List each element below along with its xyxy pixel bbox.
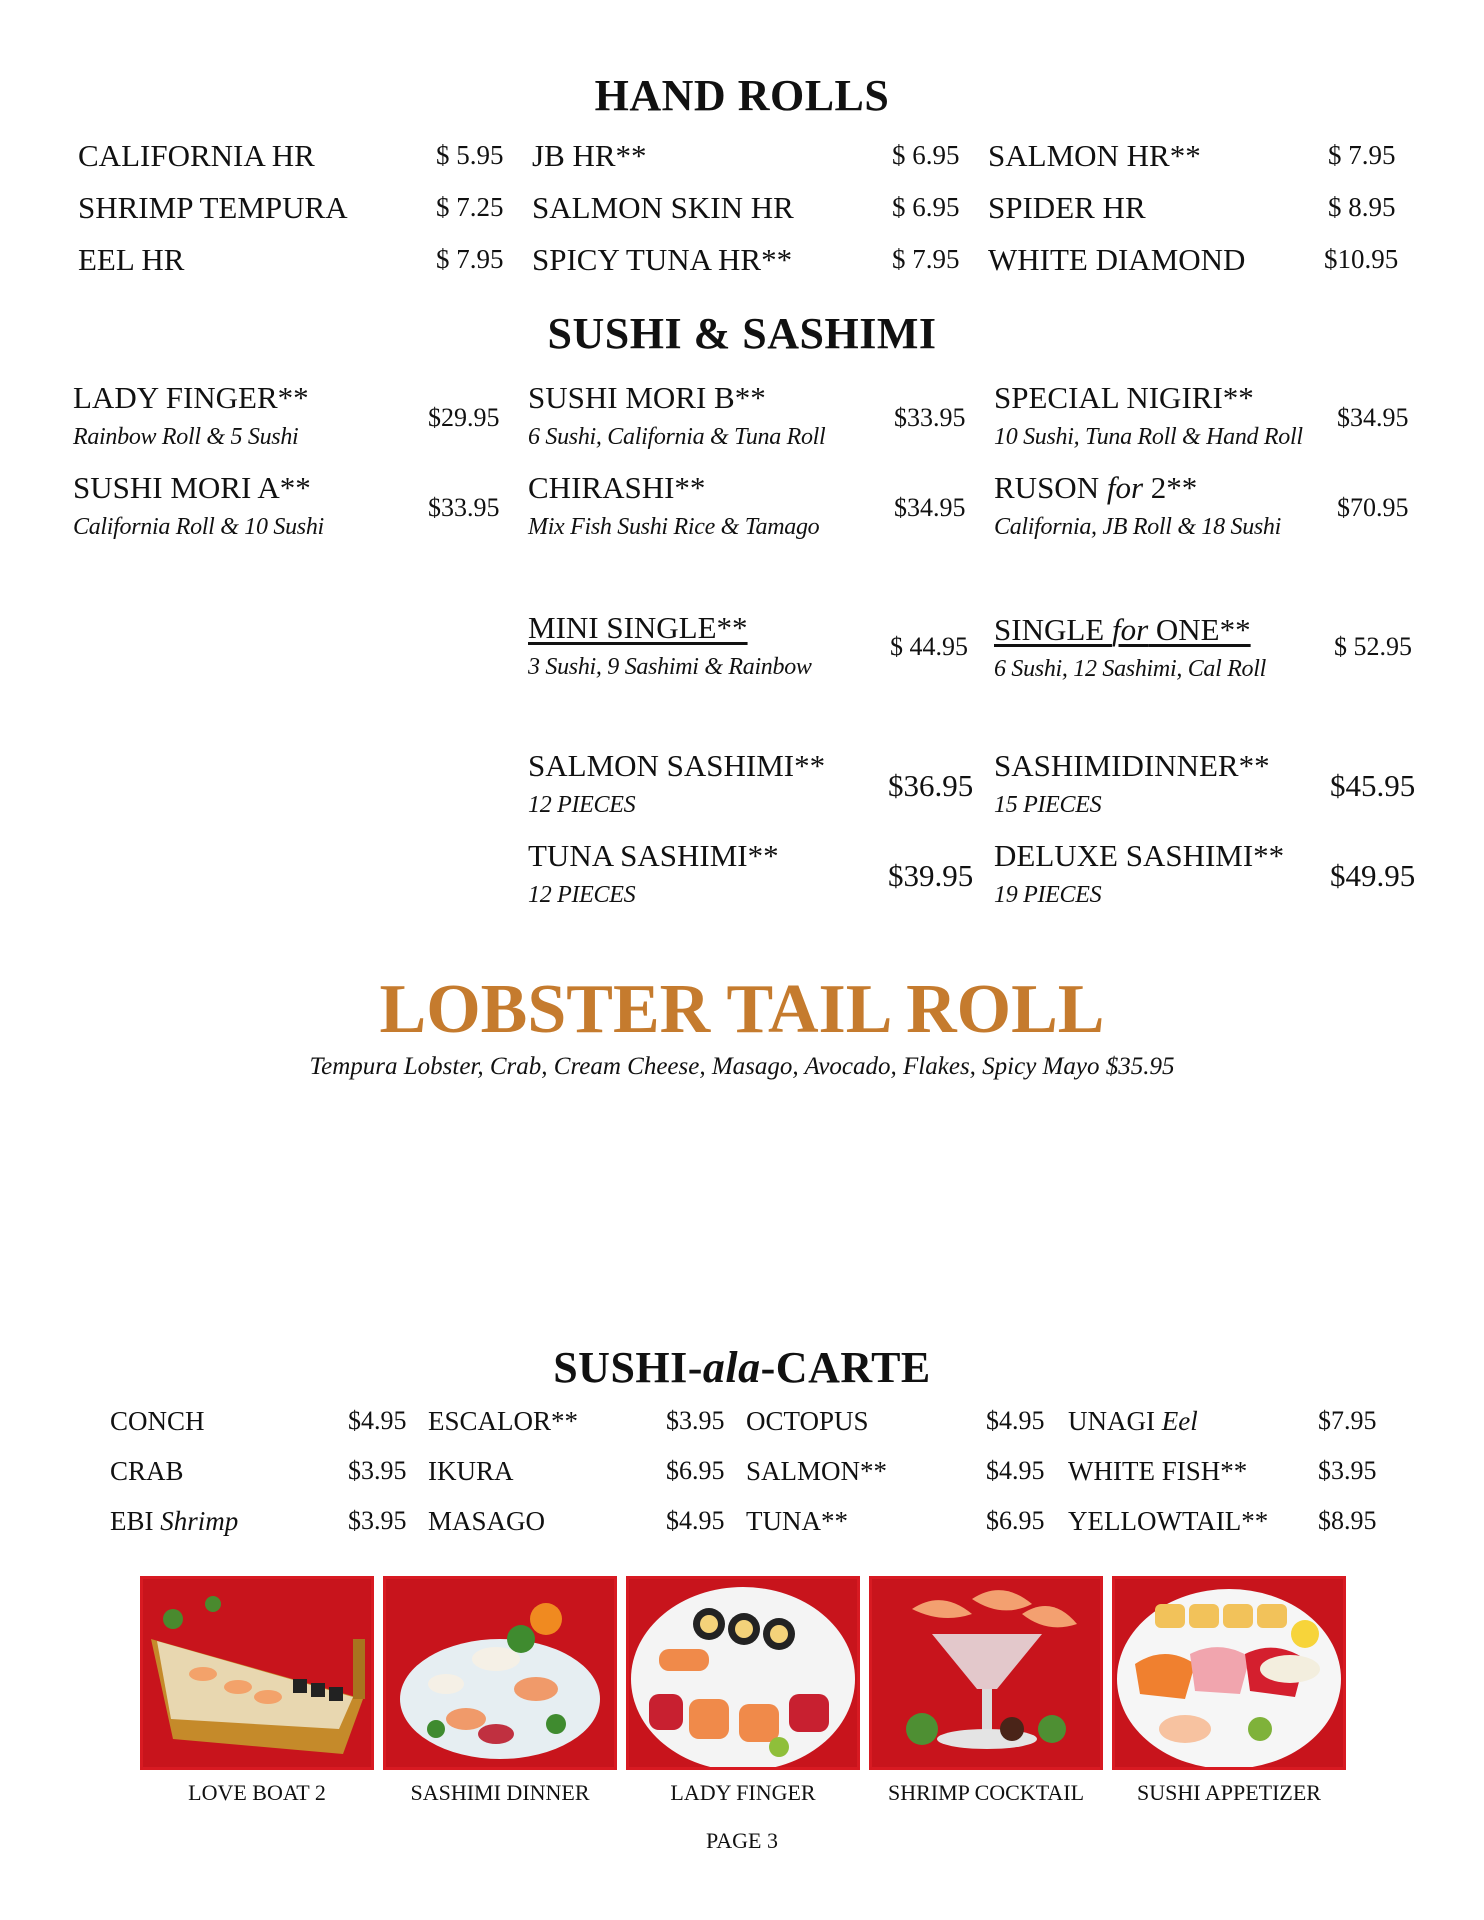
item-name: TUNA SASHIMI** xyxy=(528,838,779,873)
item-desc: 12 PIECES xyxy=(528,882,636,908)
item-price: $ 7.25 xyxy=(436,192,504,222)
item-name: LADY FINGER** xyxy=(73,380,309,415)
item-name: WHITE FISH** xyxy=(1068,1456,1248,1486)
name-part: SINGLE xyxy=(994,612,1112,647)
item-desc: 15 PIECES xyxy=(994,792,1102,818)
item-price: $6.95 xyxy=(666,1456,725,1485)
item-name: CHIRASHI** xyxy=(528,470,706,505)
hand-rolls-title: HAND ROLLS xyxy=(594,71,890,120)
item-name: SUSHI MORI A** xyxy=(73,470,311,505)
item-price: $ 52.95 xyxy=(1334,632,1412,661)
item-name: CONCH xyxy=(110,1406,205,1436)
item-price: $49.95 xyxy=(1330,858,1416,893)
item-name: SHRIMP TEMPURA xyxy=(78,190,348,225)
lady-finger-photo xyxy=(626,1576,860,1770)
item-price: $ 6.95 xyxy=(892,140,960,170)
item-price: $ 44.95 xyxy=(890,632,968,661)
lobster-description: Tempura Lobster, Crab, Cream Cheese, Masago, Avocado, Flakes, Spicy Mayo $35.95 xyxy=(309,1053,1175,1080)
item-price: $ 6.95 xyxy=(892,192,960,222)
item-price: $33.95 xyxy=(894,403,966,432)
item-price: $39.95 xyxy=(888,858,974,893)
item-desc: Rainbow Roll & 5 Sushi xyxy=(73,424,299,450)
item-price: $4.95 xyxy=(348,1406,407,1435)
name-part-italic: for xyxy=(1106,470,1144,505)
item-price: $ 7.95 xyxy=(1328,140,1396,170)
item-price: $4.95 xyxy=(986,1456,1045,1485)
item-name: SPICY TUNA HR** xyxy=(532,242,793,277)
photo-caption: LADY FINGER xyxy=(670,1780,816,1805)
item-price: $3.95 xyxy=(348,1506,407,1535)
item-name: MASAGO xyxy=(428,1506,546,1536)
item-name: JB HR** xyxy=(532,138,647,173)
photo-caption: SHRIMP COCKTAIL xyxy=(887,1780,1085,1805)
item-price: $36.95 xyxy=(888,768,974,803)
item-price: $34.95 xyxy=(1337,403,1409,432)
sashimi-dinner-photo xyxy=(383,1576,617,1770)
item-name: YELLOWTAIL** xyxy=(1068,1506,1269,1536)
item-name xyxy=(994,612,1251,648)
name-part: 2** xyxy=(1143,470,1198,505)
photo-caption: SASHIMI DINNER xyxy=(410,1780,590,1805)
item-name xyxy=(110,1506,238,1537)
item-price: $45.95 xyxy=(1330,768,1416,803)
item-name: SALMON** xyxy=(746,1456,888,1486)
item-price: $ 8.95 xyxy=(1328,192,1396,222)
item-price: $34.95 xyxy=(894,493,966,522)
photo-caption: LOVE BOAT 2 xyxy=(188,1780,326,1805)
shrimp-cocktail-photo xyxy=(869,1576,1103,1770)
item-name: ESCALOR** xyxy=(428,1406,579,1436)
item-price: $4.95 xyxy=(986,1406,1045,1435)
item-name: SALMON HR** xyxy=(988,138,1201,173)
item-desc: 3 Sushi, 9 Sashimi & Rainbow xyxy=(528,654,812,680)
item-price: $8.95 xyxy=(1318,1506,1377,1535)
item-name: CRAB xyxy=(110,1456,184,1486)
item-desc: 10 Sushi, Tuna Roll & Hand Roll xyxy=(994,424,1303,450)
name-part: UNAGI xyxy=(1068,1406,1162,1436)
item-desc: California Roll & 10 Sushi xyxy=(73,514,324,540)
page-number: PAGE 3 xyxy=(706,1828,778,1853)
item-price: $ 5.95 xyxy=(436,140,504,170)
item-name: SALMON SKIN HR xyxy=(532,190,794,225)
item-name: SUSHI MORI B** xyxy=(528,380,766,415)
name-part: ONE** xyxy=(1148,612,1251,647)
item-name: OCTOPUS xyxy=(746,1406,869,1436)
photo-caption: SUSHI APPETIZER xyxy=(1137,1780,1321,1805)
item-price: $6.95 xyxy=(986,1506,1045,1535)
ala-carte-title xyxy=(0,1342,1484,1393)
item-name: SPECIAL NIGIRI** xyxy=(994,380,1254,415)
item-desc: Mix Fish Sushi Rice & Tamago xyxy=(528,514,820,540)
item-desc: 6 Sushi, California & Tuna Roll xyxy=(528,424,826,450)
item-price: $ 7.95 xyxy=(436,244,504,274)
lobster-title: LOBSTER TAIL ROLL xyxy=(379,971,1105,1048)
name-part: RUSON xyxy=(994,470,1107,505)
item-name: TUNA** xyxy=(746,1506,848,1536)
item-price: $29.95 xyxy=(428,403,500,432)
title-part: SUSHI- xyxy=(553,1343,703,1392)
item-desc: 6 Sushi, 12 Sashimi, Cal Roll xyxy=(994,656,1266,682)
item-name: IKURA xyxy=(428,1456,514,1486)
title-part: -CARTE xyxy=(760,1343,931,1392)
item-name: DELUXE SASHIMI** xyxy=(994,838,1285,873)
item-name: SPIDER HR xyxy=(988,190,1146,225)
name-part-italic: Eel xyxy=(1161,1406,1198,1436)
item-name xyxy=(994,470,1197,506)
item-name xyxy=(1068,1406,1198,1437)
item-name: SASHIMIDINNER** xyxy=(994,748,1270,783)
item-price: $ 7.95 xyxy=(892,244,960,274)
item-name: CALIFORNIA HR xyxy=(78,138,315,173)
item-price: $3.95 xyxy=(666,1406,725,1435)
item-price: $3.95 xyxy=(348,1456,407,1485)
name-part-italic: for xyxy=(1111,612,1149,647)
item-price: $33.95 xyxy=(428,493,500,522)
item-price: $10.95 xyxy=(1324,244,1399,274)
item-price: $7.95 xyxy=(1318,1406,1377,1435)
name-part-italic: Shrimp xyxy=(160,1506,239,1536)
item-name: SALMON SASHIMI** xyxy=(528,748,826,783)
title-part-italic: ala xyxy=(702,1343,761,1392)
sushi-sashimi-title: SUSHI & SASHIMI xyxy=(547,309,937,358)
item-desc: 12 PIECES xyxy=(528,792,636,818)
item-price: $70.95 xyxy=(1337,493,1409,522)
love-boat-photo xyxy=(140,1576,374,1770)
item-name: MINI SINGLE** xyxy=(528,610,748,645)
item-price: $4.95 xyxy=(666,1506,725,1535)
item-name: WHITE DIAMOND xyxy=(988,242,1246,277)
item-desc: 19 PIECES xyxy=(994,882,1102,908)
item-name: EEL HR xyxy=(78,242,185,277)
sushi-appetizer-photo xyxy=(1112,1576,1346,1770)
name-part: EBI xyxy=(110,1506,161,1536)
item-price: $3.95 xyxy=(1318,1456,1377,1485)
item-desc: California, JB Roll & 18 Sushi xyxy=(994,514,1282,540)
